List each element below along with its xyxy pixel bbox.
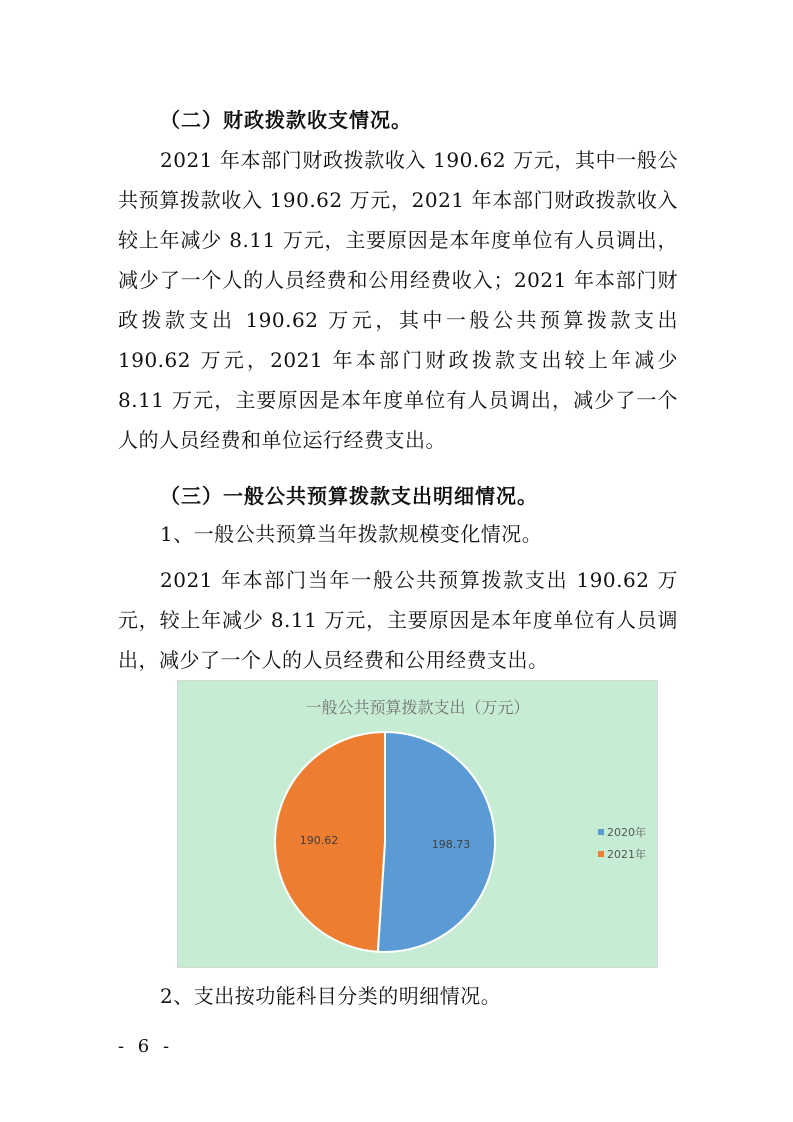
chart-legend <box>598 821 646 865</box>
data-label-2021年: 190.62 <box>299 833 339 847</box>
legend-swatch-2021 <box>598 851 604 857</box>
pie-chart-canvas <box>178 681 659 969</box>
paragraph-revenue-expenditure <box>118 140 678 460</box>
legend-swatch-2020 <box>598 829 604 835</box>
legend-label-2021: 2021年 <box>607 848 646 861</box>
section-heading-2: （二）财政拨款收支情况。 <box>160 108 412 132</box>
legend-label-2020: 2020年 <box>607 826 646 839</box>
section-heading-3: （三）一般公共预算拨款支出明细情况。 <box>160 484 538 508</box>
paragraph-revenue-expenditure-text: 2021 年本部门财政拨款收入 190.62 万元，其中一般公共预算拨款收入 190.62 万元，2021 年本部门财政拨款收入较上年减少 8.11 万元，主要原因是本年度单位有人员调出，减少了一个人的人员经费和公用经费收入；2021 年本部门财政拨款支出 190.62 万元，其中一般公共预算拨款支出 190.62 万元，2021 年本部门财政拨款支出较上年减少 8.11 万元，主要原因是本年度单位有人员调出，减少了一个人的人员经费和单位运行经费支出。 <box>118 148 678 452</box>
page-number: - 6 - <box>118 1036 174 1057</box>
paragraph-scale-change <box>118 560 678 680</box>
paragraph-scale-change-text: 2021 年本部门当年一般公共预算拨款支出 190.62 万元，较上年减少 8.11 万元，主要原因是本年度单位有人员调出，减少了一个人的人员经费和公用经费支出。 <box>118 568 678 672</box>
subsection-2-title: 2、支出按功能科目分类的明细情况。 <box>160 984 502 1008</box>
legend-item-2021 <box>598 843 646 865</box>
chart-title: 一般公共预算拨款支出（万元） <box>305 698 530 717</box>
legend-item-2020 <box>598 821 646 843</box>
pie-chart <box>177 680 658 968</box>
subsection-1-title: 1、一般公共预算当年拨款规模变化情况。 <box>160 522 543 546</box>
data-label-2020年: 198.73 <box>431 838 471 852</box>
